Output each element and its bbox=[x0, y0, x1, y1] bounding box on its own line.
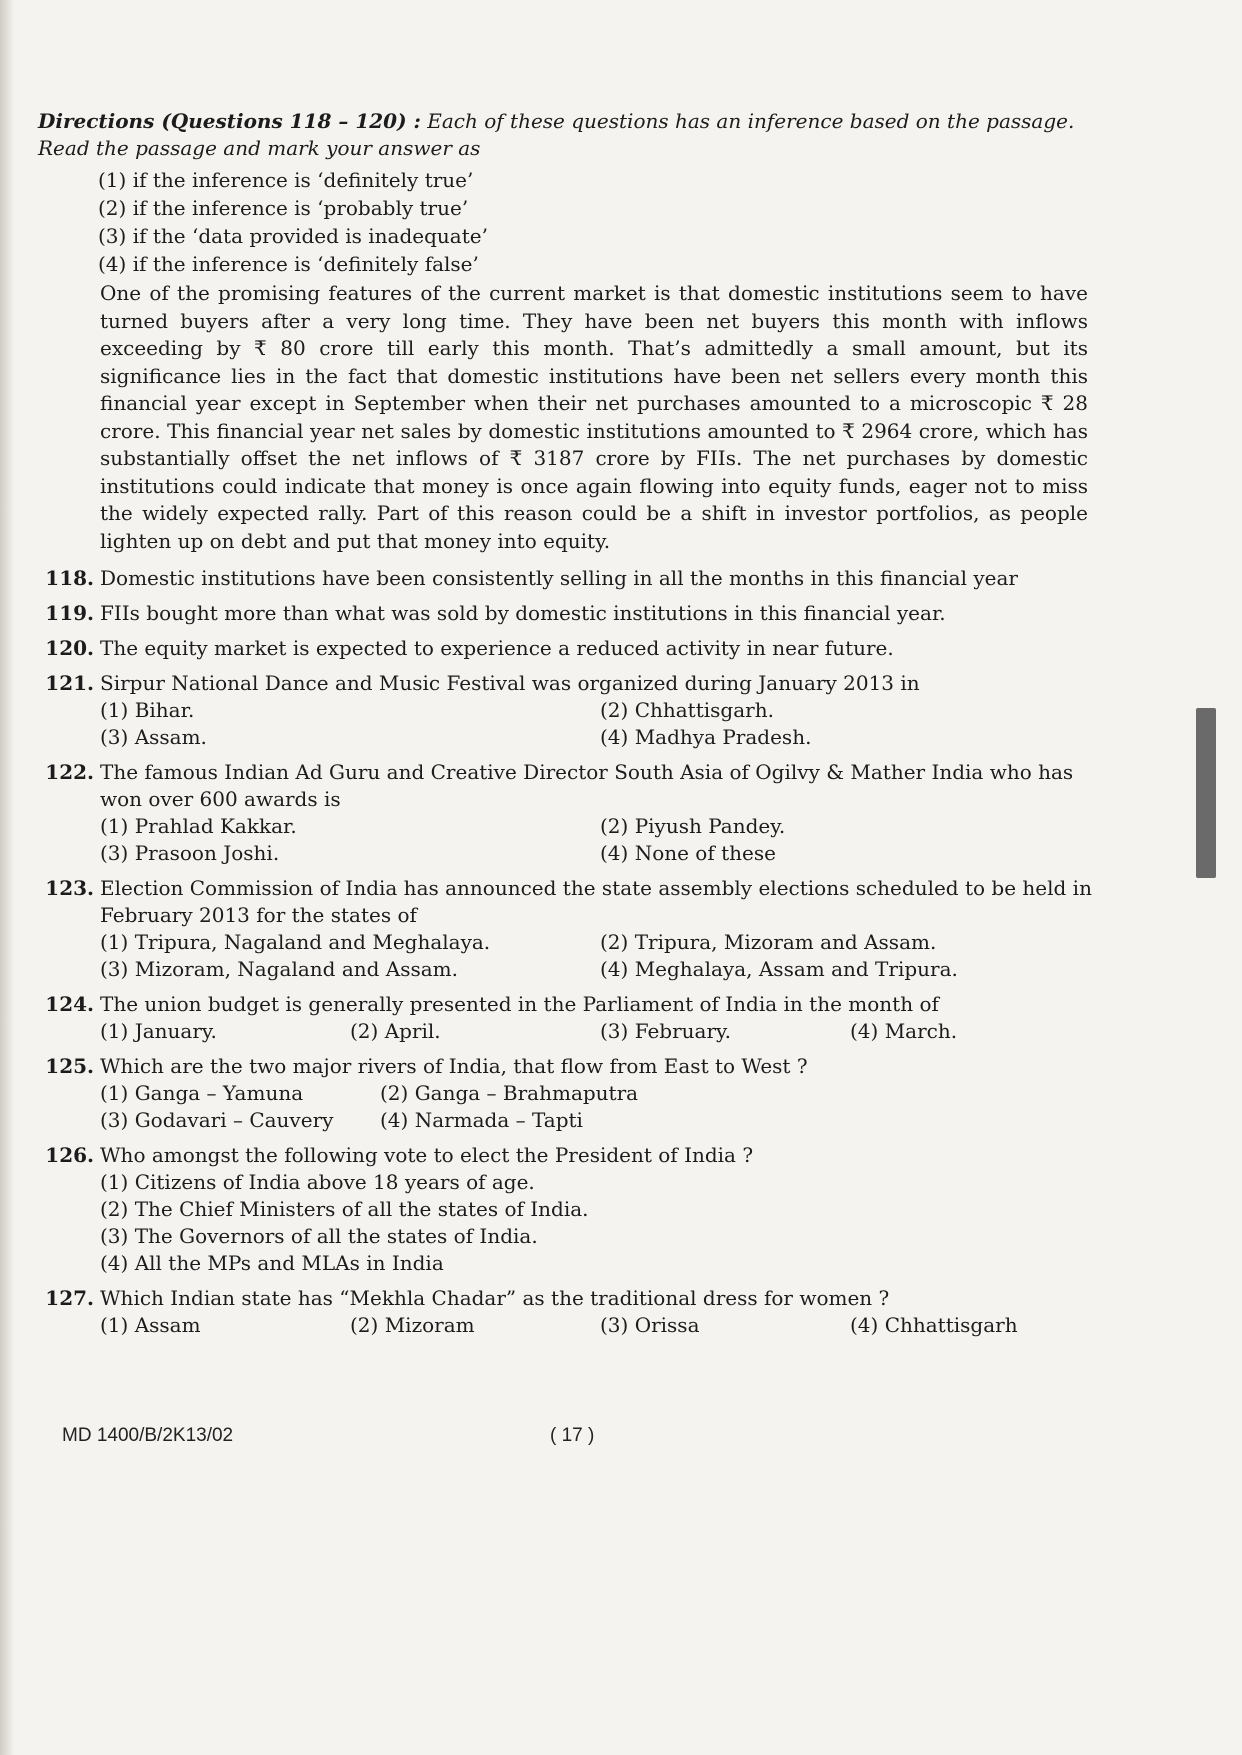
directions-option: (2) if the inference is ‘probably true’ bbox=[98, 196, 469, 220]
answer-option: (1) Prahlad Kakkar. bbox=[100, 814, 297, 838]
answer-options bbox=[100, 813, 1100, 867]
directions-text: Each of these questions has an inference based on the passage. Read the passage and mark your answer as bbox=[38, 109, 1075, 160]
answer-options bbox=[100, 697, 1100, 751]
answer-option: (2) The Chief Ministers of all the states of India. bbox=[100, 1197, 589, 1221]
answer-option: (4) All the MPs and MLAs in India bbox=[100, 1251, 444, 1275]
answer-option: (4) Madhya Pradesh. bbox=[600, 725, 812, 749]
answer-option: (2) Ganga – Brahmaputra bbox=[380, 1081, 639, 1105]
question-text: Election Commission of India has announced the state assembly elections scheduled to be held in February 2013 for the states of bbox=[100, 876, 1092, 927]
section-tab-marker bbox=[1196, 708, 1216, 878]
question-125 bbox=[38, 1053, 1088, 1134]
answer-option: (1) Assam bbox=[100, 1313, 201, 1337]
question-number: 124. bbox=[45, 992, 94, 1016]
answer-option: (3) Mizoram, Nagaland and Assam. bbox=[100, 957, 458, 981]
answer-option: (2) Mizoram bbox=[350, 1313, 475, 1337]
question-text: The famous Indian Ad Guru and Creative Director South Asia of Ogilvy & Mather India who has won over 600 awards is bbox=[100, 760, 1074, 811]
page-content bbox=[38, 108, 1092, 1339]
question-text: FIIs bought more than what was sold by domestic institutions in this financial year. bbox=[100, 601, 946, 625]
directions-option: (1) if the inference is ‘definitely true’ bbox=[98, 168, 474, 192]
answer-options bbox=[100, 1169, 1088, 1277]
answer-option: (3) The Governors of all the states of India. bbox=[100, 1224, 538, 1248]
question-number: 126. bbox=[45, 1143, 94, 1167]
answer-options bbox=[100, 1312, 1100, 1339]
question-number: 119. bbox=[45, 601, 94, 625]
answer-option: (4) Narmada – Tapti bbox=[380, 1108, 583, 1132]
question-123 bbox=[38, 875, 1092, 983]
question-124 bbox=[38, 991, 1088, 1045]
answer-option: (4) None of these bbox=[600, 841, 776, 865]
question-122 bbox=[38, 759, 1088, 867]
directions-option: (3) if the ‘data provided is inadequate’ bbox=[98, 224, 488, 248]
question-119 bbox=[38, 600, 1088, 627]
question-text: The equity market is expected to experience a reduced activity in near future. bbox=[100, 636, 894, 660]
answer-option: (4) Meghalaya, Assam and Tripura. bbox=[600, 957, 958, 981]
question-number: 118. bbox=[45, 566, 94, 590]
question-text: Who amongst the following vote to elect the President of India ? bbox=[100, 1143, 754, 1167]
directions-options bbox=[98, 166, 1088, 278]
question-118 bbox=[38, 565, 1088, 592]
question-120 bbox=[38, 635, 1088, 662]
question-number: 123. bbox=[45, 876, 94, 900]
question-number: 121. bbox=[45, 671, 94, 695]
question-text: The union budget is generally presented in the Parliament of India in the month of bbox=[100, 992, 939, 1016]
question-126 bbox=[38, 1142, 1088, 1277]
directions-option: (4) if the inference is ‘definitely false’ bbox=[98, 252, 479, 276]
directions-block bbox=[38, 108, 1088, 162]
passage: One of the promising features of the current market is that domestic institutions seem to have turned buyers after a very long time. They have been net buyers this month with inflows exceeding by ₹ 80 crore till early this month. That’s admittedly a small amount, but its significance lies in the fact that domestic institutions have been net sellers every month this financial year except in September when their net purchases amounted to a microscopic ₹ 28 crore. This financial year net sales by domestic institutions amounted to ₹ 2964 crore, which has substantially offset the net inflows of ₹ 3187 crore by FIIs. The net purchases by domestic institutions could indicate that money is once again flowing into equity funds, eager not to miss the widely expected rally. Part of this reason could be a shift in investor portfolios, as people lighten up on debt and put that money into equity. bbox=[100, 281, 1088, 553]
directions-heading: Directions (Questions 118 – 120) : bbox=[38, 109, 421, 133]
question-text: Which Indian state has “Mekhla Chadar” as the traditional dress for women ? bbox=[100, 1286, 890, 1310]
question-text: Domestic institutions have been consistently selling in all the months in this financial year bbox=[100, 566, 1018, 590]
answer-option: (1) Citizens of India above 18 years of age. bbox=[100, 1170, 535, 1194]
answer-option: (2) Piyush Pandey. bbox=[600, 814, 786, 838]
booklet-code: MD 1400/B/2K13/02 bbox=[62, 1425, 234, 1446]
answer-option: (1) Tripura, Nagaland and Meghalaya. bbox=[100, 930, 491, 954]
question-number: 122. bbox=[45, 760, 94, 784]
answer-option: (3) Assam. bbox=[100, 725, 207, 749]
answer-option: (3) Godavari – Cauvery bbox=[100, 1108, 334, 1132]
question-number: 125. bbox=[45, 1054, 94, 1078]
question-121 bbox=[38, 670, 1088, 751]
answer-option: (1) Ganga – Yamuna bbox=[100, 1081, 304, 1105]
answer-option: (2) Chhattisgarh. bbox=[600, 698, 774, 722]
answer-options bbox=[100, 1018, 1100, 1045]
answer-option: (1) Bihar. bbox=[100, 698, 195, 722]
question-text: Sirpur National Dance and Music Festival was organized during January 2013 in bbox=[100, 671, 920, 695]
answer-option: (3) Prasoon Joshi. bbox=[100, 841, 280, 865]
question-text: Which are the two major rivers of India, that flow from East to West ? bbox=[100, 1054, 808, 1078]
answer-options bbox=[100, 1080, 1088, 1134]
page-edge-shadow bbox=[0, 0, 14, 1755]
answer-option: (2) April. bbox=[350, 1019, 441, 1043]
question-127 bbox=[38, 1285, 1088, 1339]
answer-option: (4) Chhattisgarh bbox=[850, 1313, 1018, 1337]
question-number: 127. bbox=[45, 1286, 94, 1310]
answer-option: (3) February. bbox=[600, 1019, 732, 1043]
question-number: 120. bbox=[45, 636, 94, 660]
page-number: ( 17 ) bbox=[550, 1425, 595, 1446]
answer-option: (4) March. bbox=[850, 1019, 958, 1043]
answer-option: (2) Tripura, Mizoram and Assam. bbox=[600, 930, 937, 954]
answer-options bbox=[100, 929, 1100, 983]
answer-option: (1) January. bbox=[100, 1019, 217, 1043]
answer-option: (3) Orissa bbox=[600, 1313, 700, 1337]
